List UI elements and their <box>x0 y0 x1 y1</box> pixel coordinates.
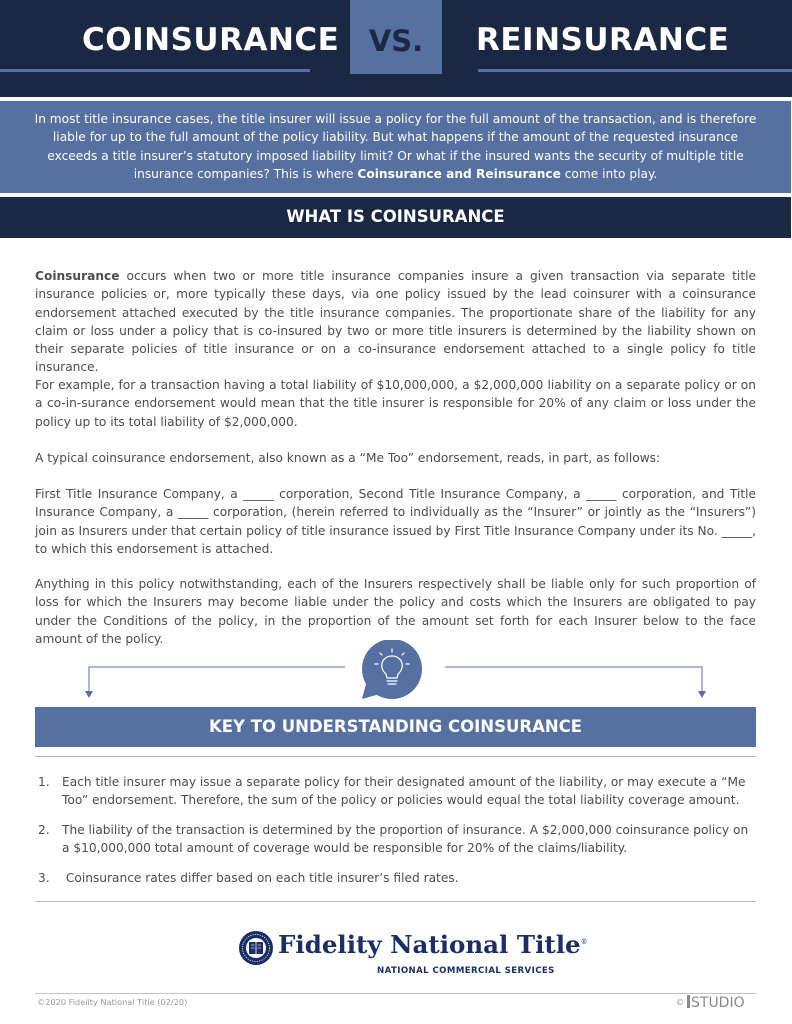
reinsurance-title: REINSURANCE <box>476 22 730 58</box>
list-number: 3. <box>38 871 50 885</box>
arrow-right-icon <box>698 691 706 698</box>
list-item <box>35 821 756 859</box>
company-logo-subtitle: NATIONAL COMMERCIAL SERVICES <box>377 966 555 976</box>
key-to-understanding-bar <box>35 707 756 747</box>
intro-text: In most title insurance cases, the title insurer will issue a policy for the full amount of the transaction, and is therefore liable for up to the full amount of the policy liability. But what happens if the amount of the requested insurance exceeds a title insurer’s statutory imposed liability limit? Or what if the insured wants the security of multiple title insurance companies? This is where <box>34 112 757 181</box>
list-number: 2. <box>38 823 50 837</box>
list-text: The liability of the transaction is determined by the proportion of insurance. A $2,000,000 coinsurance policy on a $10,000,000 total amount of coverage would be responsible for 20% of the claims/liability. <box>62 823 749 856</box>
list-text: Each title insurer may issue a separate policy for their designated amount of the liability, or may execute a “Me Too” endorsement. Therefore, the sum of the policy or policies would equal the total liability coverage amount. <box>62 775 746 808</box>
paragraph-me-too-intro: A typical coinsurance endorsement, also known as a “Me Too” endorsement, reads, in part, as follows: <box>35 451 661 465</box>
coinsurance-title: COINSURANCE <box>82 22 340 58</box>
paragraph-definition <box>35 267 756 377</box>
intro-text-end: come into play. <box>560 166 658 181</box>
copyright-text: ©2020 Fidelity National Title (02/20) <box>37 997 188 1007</box>
footer-divider <box>35 993 756 994</box>
list-item <box>35 773 756 811</box>
intro-panel <box>0 101 791 193</box>
list-item <box>35 869 756 889</box>
paragraph-example: For example, for a transaction having a total liability of $10,000,000, a $2,000,000 liability on a separate policy or on a co-in-surance endorsement would mean that the title insurer is responsible for 20% of any claim or loss under the policy up to its total liability of $2,000,000. <box>35 378 756 429</box>
section-title-key: KEY TO UNDERSTANDING COINSURANCE <box>208 717 583 736</box>
vs-label: VS. <box>368 24 424 58</box>
list-text: Coinsurance rates differ based on each title insurer’s filed rates. <box>62 871 459 885</box>
studio-copyright-mark: © <box>676 998 684 1007</box>
paragraph-endorsement-text: First Title Insurance Company, a _____ corporation, Second Title Insurance Company, a _____ corporation, and Title Insurance Company, a _____ corporation, (herein referred to individually as the “Insurer” or jointly as the “Insurers”) join as Insurers under that certain policy of title insurance issued by First Title Insurance Company under its No. _____, to which this endorsement is attached. <box>35 487 756 556</box>
connector-diagram <box>0 640 792 708</box>
studio-logo <box>676 995 745 1011</box>
header-underline-right <box>478 69 792 72</box>
section-title-what: WHAT IS COINSURANCE <box>286 207 505 226</box>
divider <box>35 756 756 757</box>
intro-bold: Coinsurance and Reinsurance <box>357 166 561 181</box>
lightbulb-icon <box>362 640 422 699</box>
studio-bar-icon <box>687 995 690 1008</box>
company-logo-name: Fidelity National Title® <box>278 930 588 959</box>
definition-text: occurs when two or more title insurance companies insure a given transaction via separate title insurance policies or, more typically these days, via one policy issued by the lead coinsurer with a coinsurance endorsement attached executed by the title insurance companies. The proportionate share of the liability for any claim or loss under a policy that is co-insured by two or more title insurers is determined by the liability shown on their separate policies of title insurance or on a co-insurance endorsement attached to a single policy fo title insurance. <box>35 269 756 375</box>
divider <box>35 901 756 902</box>
registered-mark: ® <box>580 937 588 946</box>
fidelity-seal-icon <box>238 930 274 966</box>
paragraph-endorsement-proportion: Anything in this policy notwithstanding, each of the Insurers respectively shall be liable only for such proportion of loss for which the Insurers may become liable under the policy and costs which the Insurers are obligated to pay under the Conditions of the policy, in the proportion of the amount set forth for each Insurer below to the face amount of the policy. <box>35 577 756 646</box>
arrow-left-icon <box>85 691 93 698</box>
coinsurance-term: Coinsurance <box>35 269 120 283</box>
header-underline-left <box>0 69 310 72</box>
header-banner <box>0 0 792 97</box>
vs-box <box>350 0 442 74</box>
list-number: 1. <box>38 775 50 789</box>
studio-text: STUDIO <box>691 995 745 1011</box>
what-is-coinsurance-bar <box>0 197 791 238</box>
